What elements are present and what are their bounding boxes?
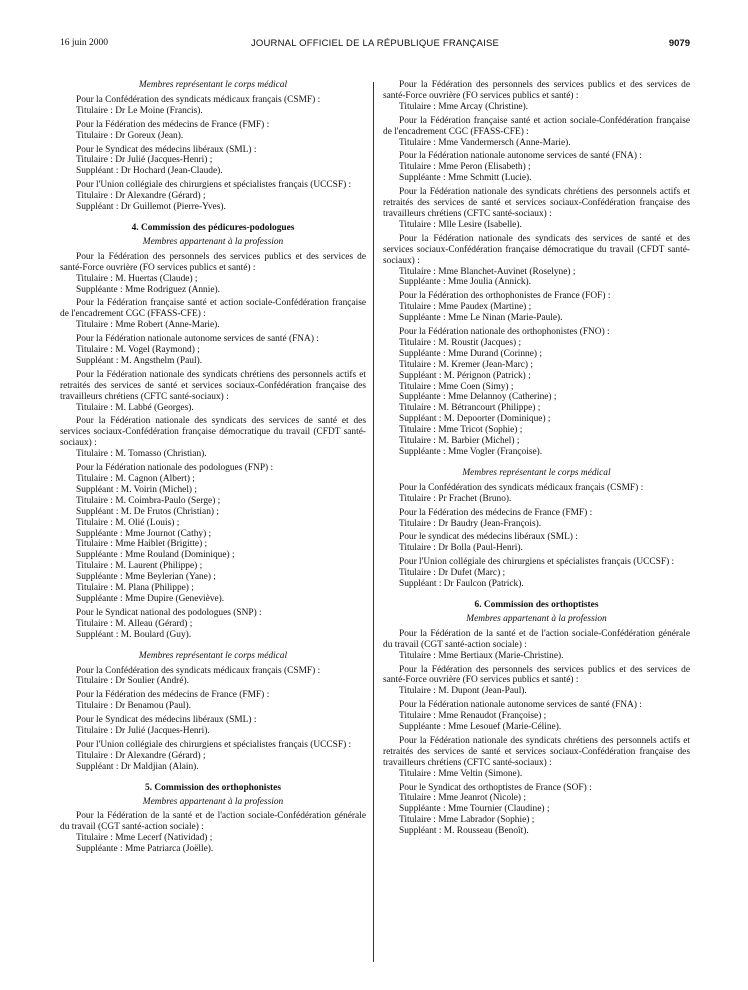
member-line: Suppléante : Mme Dupire (Geneviève). <box>76 593 225 604</box>
page-header <box>60 38 690 52</box>
member-line: Titulaire : Mme Blanchet-Auvinet (Roselyne) ; <box>399 266 576 277</box>
member-line: Titulaire : Pr Frachet (Bruno). <box>399 493 512 504</box>
organization-paragraph: Pour la Fédération française santé et action sociale-Confédération française de l'encadrement CGC (FFASS-CFE) : <box>60 298 366 320</box>
member-line: Suppléant : M. Depoorter (Dominique) ; <box>399 414 551 425</box>
member-line: Suppléant : M. Rousseau (Benoît). <box>399 826 529 837</box>
member-line: Titulaire : Dr Dufet (Marc) ; <box>399 568 506 579</box>
organization-paragraph: Pour la Confédération des syndicats médicaux français (CSMF) : <box>76 94 321 105</box>
column-divider <box>373 82 374 962</box>
member-line: Suppléante : Mme Durand (Corinne) ; <box>399 348 542 359</box>
organization-paragraph: Pour la Fédération nationale autonome services de santé (FNA) : <box>399 151 642 162</box>
subsection-heading: Membres appartenant à la profession <box>466 613 607 624</box>
member-line: Suppléante : Mme Tournier (Claudine) ; <box>399 804 550 815</box>
member-line: Suppléant : M. Boulard (Guy). <box>76 629 192 640</box>
organization-paragraph: Pour la Fédération des orthophonistes de France (FOF) : <box>399 291 611 302</box>
organization-paragraph: Pour la Fédération des personnels des services publics et des services de santé-Force ouvrière (FO services publics et santé) : <box>383 664 690 686</box>
member-line: Suppléant : M. De Frutos (Christian) ; <box>76 506 219 517</box>
organization-paragraph: Pour le Syndicat des orthoptistes de France (SOF) : <box>399 782 592 793</box>
member-line: Suppléant : Dr Hochard (Jean-Claude). <box>76 166 223 177</box>
organization-paragraph: Pour la Fédération nationale autonome services de santé (FNA) : <box>399 700 642 711</box>
member-line: Titulaire : M. Bétrancourt (Philippe) ; <box>399 403 541 414</box>
organization-paragraph: Pour le Syndicat des médecins libéraux (SML) : <box>76 144 257 155</box>
organization-paragraph: Pour la Confédération des syndicats médicaux français (CSMF) : <box>76 665 321 676</box>
member-line: Suppléante : Mme Rodriguez (Annie). <box>76 284 220 295</box>
header-journal-title: JOURNAL OFFICIEL DE LA RÉPUBLIQUE FRANÇAISE <box>250 38 500 49</box>
member-line: Titulaire : M. Dupont (Jean-Paul). <box>399 686 527 697</box>
subsection-heading: Membres représentant le corps médical <box>462 467 611 478</box>
member-line: Titulaire : Mme Vandermersch (Anne-Marie). <box>399 137 571 148</box>
member-line: Titulaire : Dr Alexandre (Gérard) ; <box>76 191 206 202</box>
member-line: Titulaire : M. Alleau (Gérard) ; <box>76 618 193 629</box>
member-line: Titulaire : Dr Julié (Jacques-Henri) ; <box>76 155 213 166</box>
member-line: Titulaire : Mme Veltin (Simone). <box>399 768 523 779</box>
organization-paragraph: Pour la Fédération des personnels des services publics et des services de santé-Force ouvrière (FO services publics et santé) : <box>60 251 366 273</box>
member-line: Titulaire : Mme Paudex (Martine) ; <box>399 302 532 313</box>
member-line: Titulaire : Mme Bertiaux (Marie-Christine). <box>399 650 564 661</box>
member-line: Suppléante : Mme Journot (Cathy) ; <box>76 528 212 539</box>
member-line: Suppléant : M. Angsthelm (Paul). <box>76 355 203 366</box>
member-line: Suppléante : Mme Schmitt (Lucie). <box>399 173 532 184</box>
section-gap <box>383 458 690 468</box>
member-line: Titulaire : M. Plana (Philippe) ; <box>76 583 194 594</box>
member-line: Suppléante : Mme Delannoy (Catherine) ; <box>399 392 557 403</box>
member-line: Titulaire : M. Barbier (Michel) ; <box>399 436 520 447</box>
member-line: Titulaire : M. Tomasso (Christian). <box>76 449 207 460</box>
member-line: Titulaire : M. Laurent (Philippe) ; <box>76 561 203 572</box>
member-line: Titulaire : M. Cagnon (Albert) ; <box>76 474 195 484</box>
organization-paragraph: Pour la Fédération nationale des syndicats chrétiens des personnels actifs et retraités des services de santé et services sociaux-Confédération française des travailleurs chrétiens (CFTC santé-sociaux) : <box>383 187 690 219</box>
member-line: Titulaire : Dr Julié (Jacques-Henri). <box>76 726 210 737</box>
member-line: Titulaire : Dr Soulier (André). <box>76 676 189 687</box>
member-line: Titulaire : M. Roustit (Jacques) ; <box>399 337 522 348</box>
right-column <box>383 80 690 837</box>
organization-paragraph: Pour la Fédération nationale des orthophonistes (FNO) : <box>399 327 610 338</box>
section-gap <box>383 590 690 600</box>
organization-paragraph: Pour la Fédération des personnels des services publics et des services de santé-Force ouvrière (FO services publics et santé) : <box>383 80 690 101</box>
member-line: Titulaire : Mme Robert (Anne-Marie). <box>76 320 220 331</box>
organization-paragraph: Pour la Fédération nationale autonome services de santé (FNA) : <box>76 334 319 345</box>
organization-paragraph: Pour la Fédération nationale des syndicats des services de santé et des services sociaux-Confédération française démocratique du travail (CFDT santé-sociaux) : <box>60 416 366 449</box>
member-line: Titulaire : Mme Lecerf (Natividad) ; <box>76 833 213 844</box>
member-line: Titulaire : Mme Haiblet (Brigitte) ; <box>76 539 208 550</box>
subsection-heading: Membres appartenant à la profession <box>142 796 284 807</box>
section-gap <box>60 213 366 223</box>
organization-paragraph: Pour l'Union collégiale des chirurgiens et spécialistes français (UCCSF) : <box>76 739 352 750</box>
organization-paragraph: Pour la Fédération nationale des syndicats chrétiens des personnels actifs et retraités des services de santé et services sociaux-Confédération française des travailleurs chrétiens (CFTC santé-sociaux) : <box>383 735 690 768</box>
member-line: Suppléante : Mme Lesouef (Marie-Céline). <box>399 722 562 733</box>
organization-paragraph: Pour la Confédération des syndicats médicaux français (CSMF) : <box>399 482 644 493</box>
member-line: Titulaire : Mme Jeanrot (Nicole) ; <box>399 793 526 804</box>
member-line: Suppléant : M. Voirin (Michel) ; <box>76 484 197 495</box>
subsection-heading: Membres représentant le corps médical <box>138 80 288 90</box>
member-line: Suppléante : Mme Vogler (Françoise). <box>399 447 543 457</box>
organization-paragraph: Pour la Fédération nationale des syndicats chrétiens des personnels actifs et retraités des services de santé et services sociaux-Confédération française des travailleurs chrétiens (CFTC santé-sociaux) : <box>60 369 366 402</box>
member-line: Titulaire : M. Coimbra-Paulo (Serge) ; <box>76 495 221 506</box>
subsection-heading: Membres représentant le corps médical <box>138 650 288 661</box>
member-line: Suppléante : Mme Rouland (Dominique) ; <box>76 550 235 561</box>
organization-paragraph: Pour la Fédération des médecins de France (FMF) : <box>76 119 270 130</box>
member-line: Suppléante : Mme Beylerian (Yane) ; <box>76 572 216 583</box>
header-page-number: 9079 <box>668 38 690 49</box>
organization-paragraph: Pour le syndicat des médecins libéraux (SML) : <box>399 532 578 543</box>
organization-paragraph: Pour le Syndicat des médecins libéraux (SML) : <box>76 715 257 726</box>
member-line: Titulaire : Mme Arcay (Christine). <box>399 101 529 112</box>
member-line: Suppléante : Mme Le Ninan (Marie-Paule). <box>399 313 563 324</box>
header-date: 16 juin 2000 <box>60 38 109 48</box>
commission-heading: 5. Commission des orthophonistes <box>145 782 281 793</box>
member-line: Titulaire : M. Huertas (Claude) ; <box>76 273 198 284</box>
member-line: Titulaire : Dr Baudry (Jean-François). <box>399 518 542 529</box>
member-line: Titulaire : Mme Renaudot (Françoise) ; <box>399 711 547 722</box>
member-line: Titulaire : Mme Coen (Simy) ; <box>399 381 514 392</box>
member-line: Titulaire : Dr Goreux (Jean). <box>76 130 184 141</box>
member-line: Suppléante : Mme Joulia (Annick). <box>399 277 532 288</box>
member-line: Suppléant : Dr Maldjian (Alain). <box>76 761 199 772</box>
member-line: Titulaire : Mme Labrador (Sophie) ; <box>399 815 535 826</box>
commission-heading: 4. Commission des pédicures-podologues <box>131 222 295 233</box>
subsection-heading: Membres appartenant à la profession <box>142 236 284 247</box>
organization-paragraph: Pour la Fédération française santé et action sociale-Confédération française de l'encadrement CGC (FFASS-CFE) : <box>383 115 690 137</box>
member-line: Titulaire : M. Olié (Louis) ; <box>76 517 180 528</box>
organization-paragraph: Pour le Syndicat national des podologues (SNP) : <box>76 607 262 618</box>
organization-paragraph: Pour la Fédération des médecins de France (FMF) : <box>76 690 270 701</box>
section-gap <box>60 773 366 783</box>
member-line: Titulaire : Dr Alexandre (Gérard) ; <box>76 750 206 761</box>
member-line: Titulaire : M. Vogel (Raymond) ; <box>76 345 200 356</box>
member-line: Titulaire : Dr Le Moine (Francis). <box>76 105 203 116</box>
organization-paragraph: Pour la Fédération de la santé et de l'action sociale-Confédération générale du travail (CGT santé-action sociale) : <box>383 628 690 650</box>
member-line: Titulaire : Dr Benamou (Paul). <box>76 701 192 712</box>
organization-paragraph: Pour l'Union collégiale des chirurgiens et spécialistes français (UCCSF) : <box>399 557 675 568</box>
member-line: Titulaire : Mme Tricot (Sophie) ; <box>399 425 523 436</box>
commission-heading: 6. Commission des orthoptistes <box>474 599 599 610</box>
member-line: Suppléante : Mme Patriarca (Joëlle). <box>76 844 214 855</box>
organization-paragraph: Pour la Fédération nationale des syndicats des services de santé et des services sociaux-Confédération française démocratique du travail (CFDT santé-sociaux) : <box>383 233 690 266</box>
section-gap <box>60 641 366 651</box>
member-line: Titulaire : Dr Bolla (Paul-Henri). <box>399 543 523 554</box>
member-line: Suppléant : Dr Guillemot (Pierre-Yves). <box>76 202 226 213</box>
member-line: Titulaire : M. Labbé (Georges). <box>76 402 194 413</box>
organization-paragraph: Pour la Fédération des médecins de France (FMF) : <box>399 507 593 518</box>
left-column <box>60 80 366 855</box>
organization-paragraph: Pour l'Union collégiale des chirurgiens et spécialistes français (UCCSF) : <box>76 180 352 191</box>
member-line: Titulaire : Mlle Lesire (Isabelle). <box>399 219 522 230</box>
organization-paragraph: Pour la Fédération de la santé et de l'action sociale-Confédération générale du travail (CGT santé-action sociale) : <box>60 811 366 833</box>
member-line: Titulaire : M. Kremer (Jean-Marc) ; <box>399 359 533 370</box>
member-line: Suppléant : M. Pérignon (Patrick) ; <box>399 370 531 381</box>
member-line: Suppléant : Dr Faulcon (Patrick). <box>399 579 524 590</box>
organization-paragraph: Pour la Fédération nationale des podologues (FNP) : <box>76 463 274 474</box>
member-line: Titulaire : Mme Peron (Elisabeth) ; <box>399 162 531 173</box>
